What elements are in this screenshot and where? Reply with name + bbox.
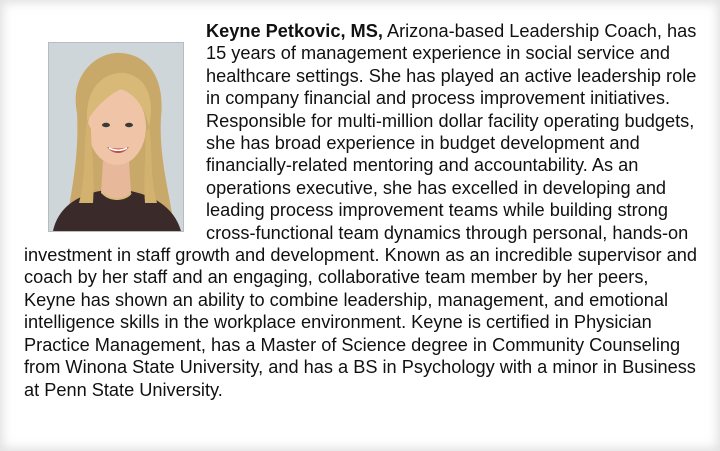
portrait-icon	[49, 43, 183, 231]
bio-text: Arizona-based Leadership Coach, has 15 years of management experience in social service and healthcare settings. She has played an active leadership role in company financial and process improvement initiatives. Responsible for multi-million dollar facility operating budgets, she has broad experience in budget development and financially-related mentoring and accountability. As an operations executive, she has excelled in developing and leading process improvement teams while building strong cross-functional team dynamics through personal, hands-on investment in staff growth and development. Known as an incredible supervisor and coach by her staff and an engaging, collaborative team member by her peers, Keyne has shown an ability to combine leadership, management, and emotional intelligence skills in the workplace environment. Keyne is certified in Physician Practice Management, has a Master of Science degree in Community Counseling from Winona State University, and has a BS in Psychology with a minor in Business at Penn State University.	[24, 21, 697, 400]
portrait-photo	[48, 42, 184, 232]
bio-name: Keyne Petkovic, MS,	[206, 21, 383, 41]
